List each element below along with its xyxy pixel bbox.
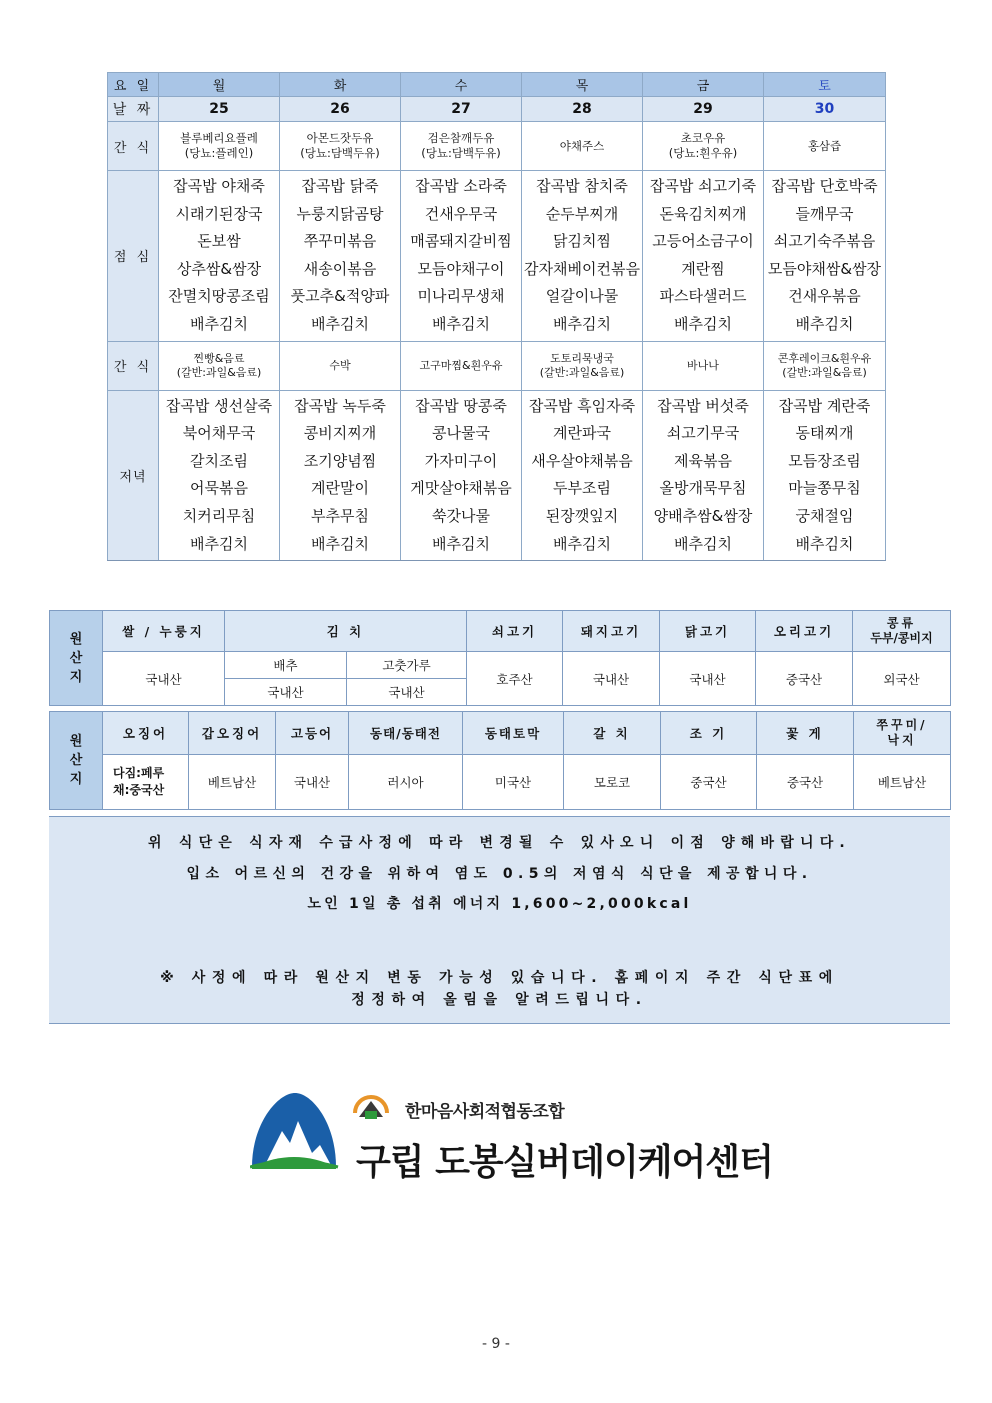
duck-value: 중국산	[756, 652, 853, 706]
snack1-wed	[401, 122, 522, 171]
pollack-value: 러시아	[349, 755, 463, 810]
beef-label: 쇠고기	[467, 611, 563, 652]
menu-item: 양배추쌈&쌈장	[653, 506, 753, 525]
menu-item: 배추김치	[674, 534, 732, 553]
page-number: - 9 -	[482, 1336, 510, 1352]
date-mon: 25	[159, 97, 280, 122]
beef-value: 호주산	[467, 652, 563, 706]
menu-item: 배추김치	[674, 314, 732, 333]
snack1-label: 간 식	[108, 122, 159, 171]
menu-item: 배추김치	[795, 534, 854, 553]
origin-side-char: 산	[69, 650, 83, 666]
cabbage-label: 배추	[225, 652, 347, 679]
beans-label-2: 두부/콩비지	[870, 631, 933, 645]
menu-item: 잡곡밥 쇠고기죽	[649, 177, 757, 195]
menu-item: 계란찜	[681, 259, 725, 278]
menu-item: 배추김치	[553, 534, 611, 553]
snack1-thu	[522, 122, 643, 171]
snack1-mon	[159, 122, 280, 171]
octopus-label	[854, 712, 951, 755]
notice-line-5: 정정하여 올림을 알려드립니다.	[351, 992, 648, 1008]
squid-value	[103, 755, 189, 810]
crab-label: 꽃 게	[757, 712, 854, 755]
menu-item: 모듬야채구이	[417, 259, 505, 278]
origin-side-char: 산	[69, 753, 83, 768]
menu-item: 찐빵&음료	[193, 351, 245, 365]
chicken-label: 닭고기	[660, 611, 756, 652]
origin-side-char: 원	[69, 631, 83, 647]
duck-label: 오리고기	[756, 611, 853, 652]
menu-item: 아몬드잣두유	[306, 131, 374, 145]
origin-side-char: 지	[69, 669, 83, 685]
beans-label-1: 콩류	[886, 616, 917, 630]
menu-item: 가자미구이	[424, 451, 498, 470]
menu-item: 배추김치	[432, 534, 490, 553]
menu-item: 매콤돼지갈비찜	[410, 232, 512, 251]
octopus-label-2: 낙지	[887, 733, 917, 747]
pollack-label: 동태/동태전	[349, 712, 463, 755]
menu-item: 들깨무국	[795, 204, 854, 223]
menu-item: 잡곡밥 계란죽	[778, 396, 871, 415]
octopus-label-1: 쭈꾸미/	[876, 718, 928, 732]
menu-item: 배추김치	[190, 534, 248, 553]
menu-item: 고등어소금구이	[652, 232, 754, 251]
menu-item: 도토리묵냉국	[550, 351, 614, 365]
notice-line-1: 위 식단은 식자재 수급사정에 따라 변경될 수 있사오니 이점 양해바랍니다.	[148, 835, 851, 851]
snack1-fri	[643, 122, 764, 171]
menu-item: 닭김치찜	[553, 232, 611, 251]
origin-table-meat	[49, 610, 951, 706]
menu-item: 누룽지닭곰탕	[296, 204, 384, 223]
menu-item: 미나리무생채	[417, 287, 505, 306]
dinner-sat	[764, 390, 886, 561]
notice-box	[49, 816, 950, 1024]
menu-item: 두부조림	[553, 479, 611, 498]
menu-item: 쑥갓나물	[432, 506, 490, 525]
lunch-thu	[522, 171, 643, 342]
day-fri: 금	[643, 73, 764, 97]
menu-item: 풋고추&적양파	[290, 287, 390, 306]
menu-item-note: (갈반:과일&음료)	[176, 365, 262, 379]
menu-item: 어묵볶음	[190, 479, 248, 498]
menu-item: 잡곡밥 버섯죽	[657, 396, 749, 415]
cabbage-value: 국내산	[225, 679, 347, 706]
day-sat: 토	[764, 73, 886, 97]
kimchi-label: 김 치	[225, 611, 467, 652]
origin-side-label	[50, 712, 103, 810]
pork-value: 국내산	[563, 652, 660, 706]
menu-item: 배추김치	[432, 314, 490, 333]
cuttlefish-label: 갑오징어	[189, 712, 276, 755]
menu-item: 콩비지찌개	[303, 424, 377, 443]
rice-label: 쌀 / 누룽지	[103, 611, 225, 652]
menu-item: 새우살야채볶음	[531, 451, 633, 470]
hairtail-label: 갈 치	[564, 712, 661, 755]
pepper-value: 국내산	[347, 679, 467, 706]
squid-value-1: 다짐:페루	[113, 766, 165, 780]
menu-item: 치커리무침	[182, 506, 256, 525]
origin-table-seafood	[49, 711, 951, 810]
day-thu: 목	[522, 73, 643, 97]
croaker-label: 조 기	[661, 712, 757, 755]
notice-line-2: 입소 어르신의 건강을 위하여 염도 0.5의 저염식 식단을 제공합니다.	[186, 866, 813, 882]
date-row	[108, 97, 886, 122]
menu-item: 잡곡밥 땅콩죽	[415, 396, 507, 415]
dinner-thu	[522, 390, 643, 561]
menu-item: 잡곡밥 단호박죽	[771, 177, 878, 195]
menu-item: 배추김치	[311, 534, 369, 553]
menu-item: 잡곡밥 닭죽	[301, 177, 379, 195]
origin-side-char: 원	[69, 734, 83, 749]
org-subtitle: 한마음사회적협동조합	[405, 1102, 565, 1122]
snack2-wed	[401, 341, 522, 390]
dinner-mon	[159, 390, 280, 561]
menu-item: 게맛살야채볶음	[410, 479, 512, 498]
crab-value: 중국산	[757, 755, 854, 810]
snack2-fri	[643, 341, 764, 390]
menu-item-note: (갈반:과일&음료)	[782, 365, 867, 379]
notice-line-4: ※ 사정에 따라 원산지 변동 가능성 있습니다. 홈페이지 주간 식단표에	[160, 970, 839, 986]
dinner-wed	[401, 390, 522, 561]
menu-item: 초코우유	[680, 131, 726, 145]
mackerel-label: 고등어	[276, 712, 349, 755]
menu-item: 시래기된장국	[175, 204, 263, 223]
menu-item: 북어채무국	[182, 424, 256, 443]
menu-item: 파스타샐러드	[659, 287, 747, 306]
menu-item: 계란말이	[311, 479, 369, 498]
menu-item: 잡곡밥 생선살죽	[165, 396, 273, 415]
menu-item: 순두부찌개	[545, 204, 619, 223]
menu-item: 새송이볶음	[303, 259, 377, 278]
menu-item: 배추김치	[190, 314, 248, 333]
hairtail-value: 모로코	[564, 755, 661, 810]
menu-item: 모듬야채쌈&쌈장	[767, 259, 882, 278]
pork-label: 돼지고기	[563, 611, 660, 652]
dinner-label: 저녁	[108, 390, 159, 561]
date-label: 날 짜	[108, 97, 159, 122]
menu-item: 잡곡밥 녹두죽	[294, 396, 386, 415]
squid-label: 오징어	[103, 712, 189, 755]
snack2-sat	[764, 341, 886, 390]
menu-item: 콩나물국	[432, 424, 490, 443]
menu-item: 궁채절임	[795, 506, 854, 525]
date-fri: 29	[643, 97, 764, 122]
org-name: 구립 도봉실버데이케어센터	[356, 1142, 773, 1183]
menu-item: 올방개묵무침	[659, 479, 747, 498]
cuttlefish-value: 베트남산	[189, 755, 276, 810]
snack2-label: 간 식	[108, 341, 159, 390]
snack1-tue	[280, 122, 401, 171]
snack1-row	[108, 122, 886, 171]
menu-item: 제육볶음	[674, 451, 732, 470]
croaker-value: 중국산	[661, 755, 757, 810]
menu-item: 블루베리요플레	[180, 131, 258, 145]
squid-value-2: 채:중국산	[113, 783, 165, 797]
lunch-sat	[764, 171, 886, 342]
menu-item: 부추무침	[311, 506, 369, 525]
lunch-mon	[159, 171, 280, 342]
day-label: 요 일	[108, 73, 159, 97]
menu-item: 얼갈이나물	[545, 287, 619, 306]
menu-item: 잡곡밥 참치죽	[536, 177, 628, 195]
menu-item: 건새우무국	[424, 204, 498, 223]
menu-item: 바나나	[687, 358, 719, 372]
menu-item: 계란파국	[553, 424, 611, 443]
date-tue: 26	[280, 97, 401, 122]
date-wed: 27	[401, 97, 522, 122]
menu-item: 쇠고기무국	[666, 424, 740, 443]
menu-item: 조기양념찜	[303, 451, 377, 470]
origin-side-label	[50, 611, 103, 706]
day-wed: 수	[401, 73, 522, 97]
menu-item: 홍삼즙	[807, 138, 842, 153]
menu-item: 된장깻잎지	[545, 506, 619, 525]
snack2-mon	[159, 341, 280, 390]
day-mon: 월	[159, 73, 280, 97]
menu-item: 상추쌈&쌈장	[176, 259, 262, 278]
menu-item: 갈치조림	[190, 451, 248, 470]
chicken-value: 국내산	[660, 652, 756, 706]
menu-item: 수박	[329, 358, 351, 372]
pepper-label: 고춧가루	[347, 652, 467, 679]
menu-item: 잡곡밥 소라죽	[415, 177, 507, 195]
menu-item: 쭈꾸미볶음	[303, 232, 377, 251]
date-sat: 30	[764, 97, 886, 122]
menu-item: 배추김치	[553, 314, 611, 333]
snack1-sat	[764, 122, 886, 171]
day-row	[108, 73, 886, 97]
snack2-row	[108, 341, 886, 390]
dinner-row	[108, 390, 886, 561]
date-thu: 28	[522, 97, 643, 122]
menu-item: 배추김치	[311, 314, 369, 333]
dinner-fri	[643, 390, 764, 561]
menu-item: 감자채베이컨볶음	[524, 259, 640, 278]
menu-item: 마늘쫑무침	[788, 479, 861, 498]
lunch-label: 점 심	[108, 171, 159, 342]
dinner-tue	[280, 390, 401, 561]
menu-item: 돈육김치찌개	[659, 204, 747, 223]
menu-item: 돈보쌈	[197, 232, 241, 251]
menu-item: 모듬장조림	[788, 451, 861, 470]
menu-item: 쇠고기숙주볶음	[773, 232, 876, 251]
beans-label	[853, 611, 951, 652]
menu-item: 건새우볶음	[788, 287, 861, 306]
weekly-menu-table	[107, 72, 886, 561]
menu-item-note: (갈반:과일&음료)	[539, 365, 625, 379]
menu-item: 잔멸치땅콩조림	[168, 287, 270, 306]
day-tue: 화	[280, 73, 401, 97]
octopus-value: 베트남산	[854, 755, 951, 810]
origin-side-char: 지	[69, 772, 83, 787]
menu-item: 배추김치	[795, 314, 854, 333]
menu-item: 잡곡밥 흑임자죽	[528, 396, 636, 415]
menu-item-note: (당뇨:플레인)	[184, 146, 254, 160]
menu-item-note: (당뇨:흰우유)	[668, 146, 738, 160]
mackerel-value: 국내산	[276, 755, 349, 810]
snack2-tue	[280, 341, 401, 390]
menu-item: 고구마찜&흰우유	[419, 358, 503, 372]
menu-item: 콘후레이크&흰우유	[777, 351, 872, 365]
beans-value: 외국산	[853, 652, 951, 706]
rice-value: 국내산	[103, 652, 225, 706]
menu-item-note: (당뇨:담백두유)	[300, 146, 380, 160]
menu-item: 검은참깨두유	[427, 131, 495, 145]
menu-item: 야채주스	[559, 138, 605, 153]
lunch-fri	[643, 171, 764, 342]
lunch-wed	[401, 171, 522, 342]
pollack-cut-value: 미국산	[463, 755, 564, 810]
menu-item: 잡곡밥 야채죽	[173, 177, 265, 195]
lunch-row	[108, 171, 886, 342]
lunch-tue	[280, 171, 401, 342]
notice-line-3: 노인 1일 총 섭취 에너지 1,600~2,000kcal	[307, 896, 692, 912]
menu-item-note: (당뇨:담백두유)	[421, 146, 501, 160]
menu-item: 동태찌개	[795, 424, 854, 443]
snack2-thu	[522, 341, 643, 390]
pollack-cut-label: 동태토막	[463, 712, 564, 755]
